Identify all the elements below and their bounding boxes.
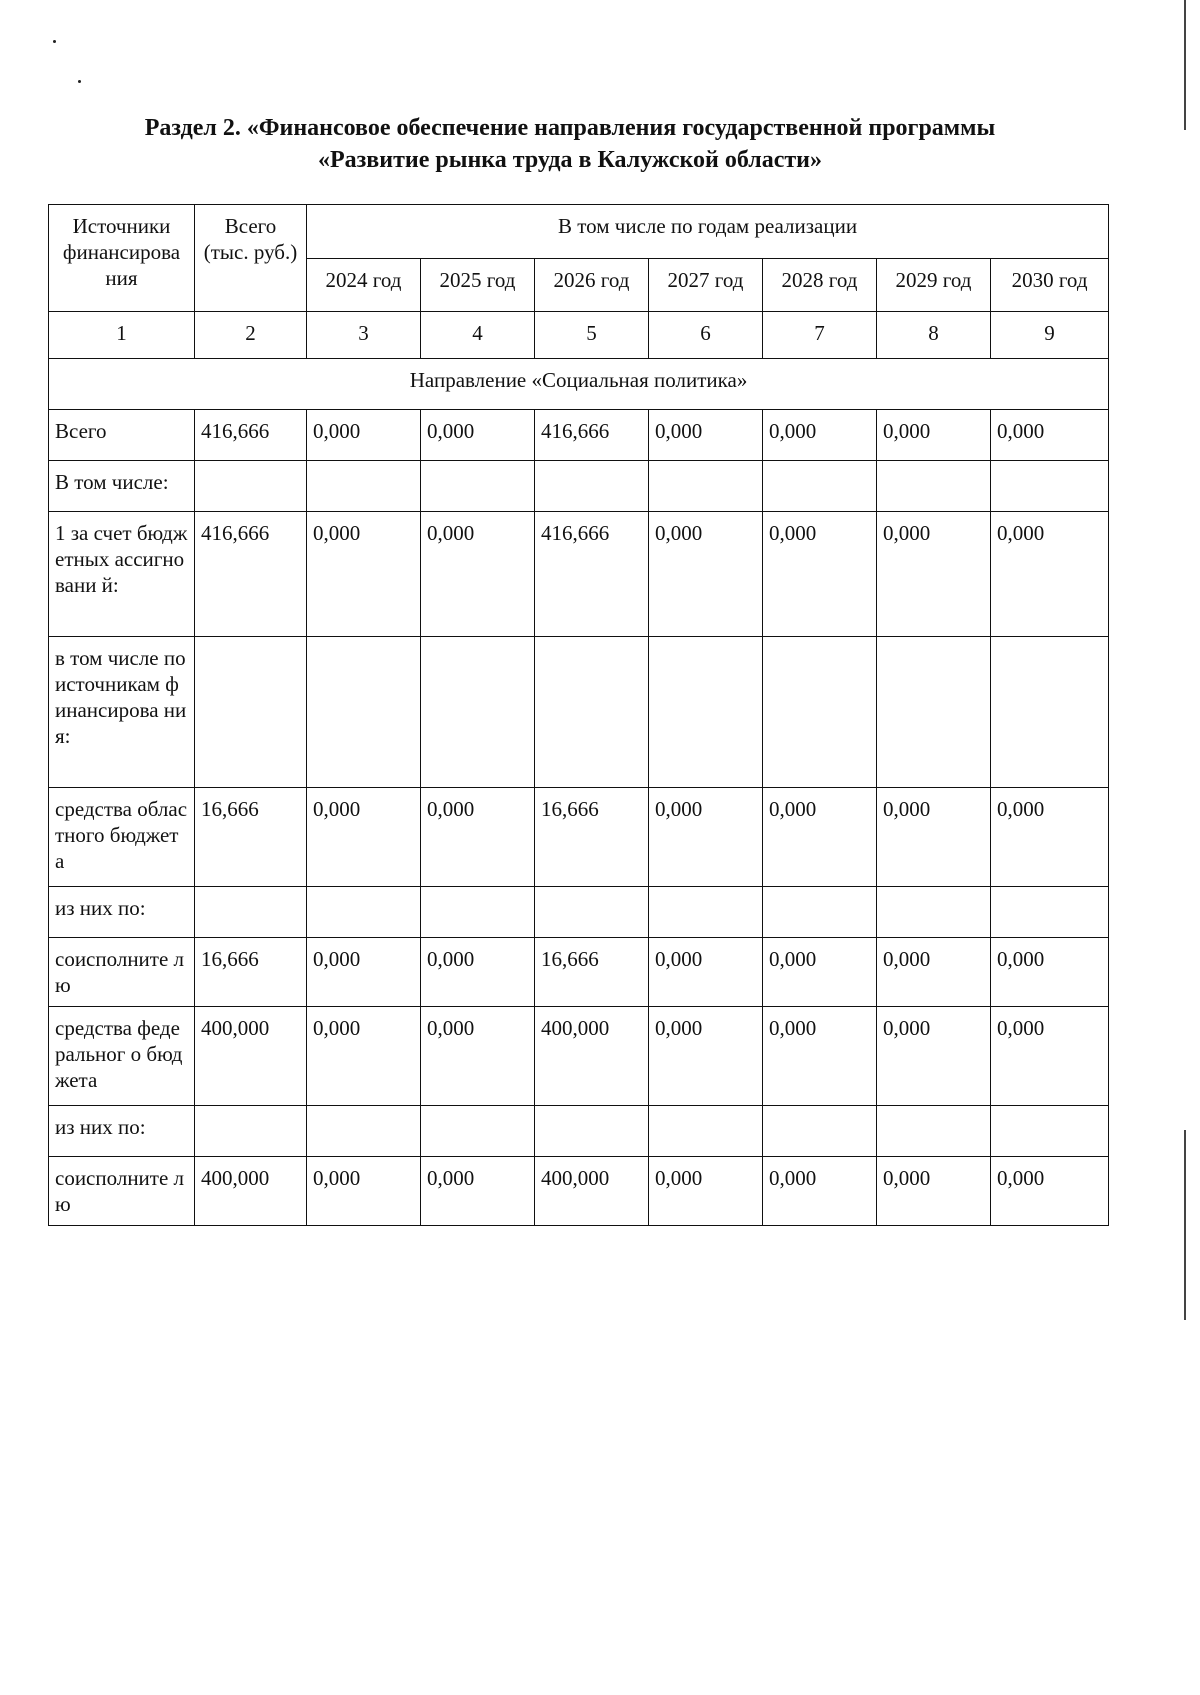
header-year: 2024 год — [307, 258, 421, 312]
value-cell: 400,000 — [535, 1157, 649, 1226]
value-cell: 0,000 — [307, 512, 421, 637]
column-number: 1 — [49, 312, 195, 359]
value-cell — [307, 887, 421, 938]
value-cell: 0,000 — [877, 410, 991, 461]
value-cell — [421, 887, 535, 938]
column-number: 4 — [421, 312, 535, 359]
row-label: в том числе по источникам финансирова ния: — [49, 637, 195, 788]
value-cell — [421, 1106, 535, 1157]
value-cell — [991, 461, 1109, 512]
row-label: средства областного бюджета — [49, 788, 195, 887]
value-cell: 0,000 — [991, 512, 1109, 637]
row-label: В том числе: — [49, 461, 195, 512]
table-row — [49, 1157, 1109, 1226]
scan-speck — [78, 80, 81, 83]
row-label: 1 за счет бюджетных ассигновани й: — [49, 512, 195, 637]
value-cell: 0,000 — [877, 1007, 991, 1106]
value-cell: 16,666 — [195, 788, 307, 887]
value-cell: 16,666 — [535, 788, 649, 887]
value-cell: 0,000 — [307, 1007, 421, 1106]
value-cell: 0,000 — [991, 1007, 1109, 1106]
value-cell — [763, 461, 877, 512]
scan-edge-line — [1184, 0, 1186, 130]
value-cell — [763, 887, 877, 938]
value-cell: 0,000 — [877, 938, 991, 1007]
value-cell — [877, 637, 991, 788]
title-line-2: «Развитие рынка труда в Калужской области» — [318, 147, 822, 173]
table-row — [49, 1106, 1109, 1157]
value-cell — [763, 1106, 877, 1157]
column-number: 6 — [649, 312, 763, 359]
header-year: 2025 год — [421, 258, 535, 312]
value-cell: 416,666 — [535, 410, 649, 461]
row-label: соисполните лю — [49, 938, 195, 1007]
column-number: 5 — [535, 312, 649, 359]
value-cell: 16,666 — [195, 938, 307, 1007]
column-number: 7 — [763, 312, 877, 359]
value-cell — [991, 1106, 1109, 1157]
value-cell: 0,000 — [877, 788, 991, 887]
header-by-years: В том числе по годам реализации — [307, 205, 1109, 259]
value-cell: 0,000 — [991, 938, 1109, 1007]
value-cell: 0,000 — [877, 1157, 991, 1226]
value-cell — [763, 637, 877, 788]
value-cell — [535, 887, 649, 938]
value-cell — [649, 1106, 763, 1157]
value-cell: 0,000 — [421, 1007, 535, 1106]
value-cell — [307, 637, 421, 788]
value-cell: 0,000 — [991, 788, 1109, 887]
value-cell: 400,000 — [535, 1007, 649, 1106]
value-cell: 0,000 — [649, 788, 763, 887]
value-cell: 0,000 — [307, 1157, 421, 1226]
table-row — [49, 410, 1109, 461]
header-year: 2028 год — [763, 258, 877, 312]
scan-edge-line — [1184, 1130, 1186, 1320]
value-cell: 0,000 — [763, 512, 877, 637]
value-cell: 0,000 — [649, 1157, 763, 1226]
value-cell: 0,000 — [649, 512, 763, 637]
value-cell — [195, 887, 307, 938]
value-cell: 0,000 — [877, 512, 991, 637]
value-cell: 0,000 — [763, 410, 877, 461]
row-label: средства федеральног о бюджета — [49, 1007, 195, 1106]
value-cell: 0,000 — [307, 410, 421, 461]
title-line-1: Раздел 2. «Финансовое обеспечение направления государственной программы — [144, 115, 996, 141]
table-row — [49, 512, 1109, 637]
column-number: 2 — [195, 312, 307, 359]
value-cell: 0,000 — [307, 788, 421, 887]
header-row-1 — [49, 205, 1109, 259]
value-cell — [195, 1106, 307, 1157]
value-cell — [535, 637, 649, 788]
value-cell: 16,666 — [535, 938, 649, 1007]
value-cell — [421, 461, 535, 512]
value-cell: 0,000 — [421, 788, 535, 887]
value-cell: 0,000 — [649, 1007, 763, 1106]
column-number: 9 — [991, 312, 1109, 359]
column-number-row — [49, 312, 1109, 359]
value-cell: 0,000 — [991, 410, 1109, 461]
header-total: Всего (тыс. руб.) — [195, 205, 307, 312]
value-cell — [307, 461, 421, 512]
value-cell: 0,000 — [763, 1007, 877, 1106]
column-number: 8 — [877, 312, 991, 359]
header-source: Источники финансирова ния — [49, 205, 195, 312]
value-cell — [307, 1106, 421, 1157]
scan-speck — [53, 40, 56, 43]
value-cell: 0,000 — [763, 1157, 877, 1226]
value-cell: 0,000 — [649, 410, 763, 461]
table-row — [49, 637, 1109, 788]
table-row — [49, 1007, 1109, 1106]
value-cell — [877, 1106, 991, 1157]
header-year: 2026 год — [535, 258, 649, 312]
value-cell: 416,666 — [195, 512, 307, 637]
value-cell: 0,000 — [421, 1157, 535, 1226]
value-cell: 0,000 — [421, 938, 535, 1007]
value-cell: 416,666 — [535, 512, 649, 637]
value-cell — [195, 461, 307, 512]
header-year: 2030 год — [991, 258, 1109, 312]
value-cell — [421, 637, 535, 788]
table-row — [49, 887, 1109, 938]
value-cell — [649, 887, 763, 938]
section-row — [49, 359, 1109, 410]
value-cell — [991, 887, 1109, 938]
value-cell — [877, 461, 991, 512]
document-title — [90, 112, 1050, 176]
value-cell: 400,000 — [195, 1157, 307, 1226]
value-cell — [877, 887, 991, 938]
value-cell: 0,000 — [763, 788, 877, 887]
row-label: соисполните лю — [49, 1157, 195, 1226]
value-cell: 0,000 — [421, 410, 535, 461]
header-year: 2029 год — [877, 258, 991, 312]
value-cell — [649, 637, 763, 788]
row-label: Всего — [49, 410, 195, 461]
row-label: из них по: — [49, 1106, 195, 1157]
value-cell — [195, 637, 307, 788]
value-cell: 0,000 — [307, 938, 421, 1007]
value-cell — [535, 461, 649, 512]
table-row — [49, 788, 1109, 887]
value-cell: 0,000 — [421, 512, 535, 637]
table-row — [49, 461, 1109, 512]
header-year: 2027 год — [649, 258, 763, 312]
financing-table — [48, 204, 1109, 1226]
column-number: 3 — [307, 312, 421, 359]
value-cell — [991, 637, 1109, 788]
value-cell: 0,000 — [763, 938, 877, 1007]
value-cell: 400,000 — [195, 1007, 307, 1106]
value-cell: 0,000 — [649, 938, 763, 1007]
value-cell: 416,666 — [195, 410, 307, 461]
row-label: из них по: — [49, 887, 195, 938]
value-cell: 0,000 — [991, 1157, 1109, 1226]
table-row — [49, 938, 1109, 1007]
section-title: Направление «Социальная политика» — [49, 359, 1109, 410]
value-cell — [649, 461, 763, 512]
value-cell — [535, 1106, 649, 1157]
